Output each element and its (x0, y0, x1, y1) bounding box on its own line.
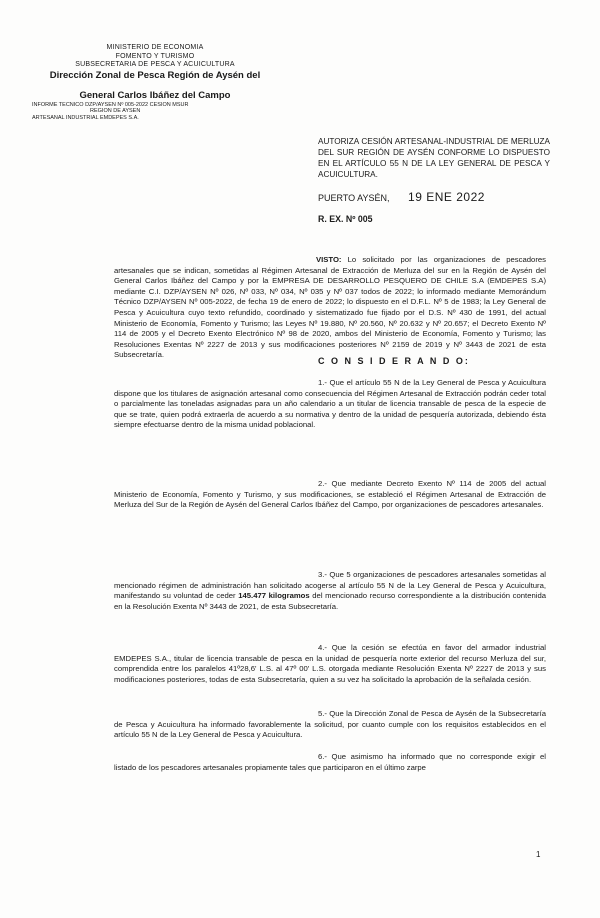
considerando-6 (114, 752, 546, 773)
considerando-5 (114, 709, 546, 741)
considerando-1 (114, 378, 546, 431)
resolution-subject: AUTORIZA CESIÓN ARTESANAL-INDUSTRIAL DE MERLUZA DEL SUR REGIÓN DE AYSÉN CONFORME LO DISPUESTO EN EL ARTÍCULO 55 N DE LA LEY GENERAL DE PESCA Y ACUICULTURA. (318, 137, 550, 179)
considerando-4-text: 4.- Que la cesión se efectúa en favor del armador industrial EMDEPES S.A., titular de licencia transable de pesca en la unidad de pesquería norte exterior del recurso Merluza del sur, comprendida entre los paralelos 41º28,6' L.S. al 47º 00' L.S. otorgada mediante Resolución Exenta Nº 2227 de 2013 y sus modificaciones posteriores, todas de esta Subsecretaría, quien a su vez ha solicitado la aprobación de la señalada cesión. (114, 643, 546, 684)
subsecretaria-line: SUBSECRETARIA DE PESCA Y ACUICULTURA (75, 61, 235, 68)
considerando-4 (114, 643, 546, 685)
considerando-5-text: 5.- Que la Dirección Zonal de Pesca de Aysén de la Subsecretaría de Pesca y Acuicultura ha informado favorablemente la solicitud, por cuanto cumple con los requisitos establecidos en el artículo 55 N de la Ley General de Pesca y Acuicultura. (114, 709, 546, 740)
resolution-number: R. EX. Nº 005 (318, 214, 373, 224)
page-number: 1 (536, 850, 541, 859)
date-stamp: 19 ENE 2022 (408, 190, 485, 204)
considerando-2-text: 2.- Que mediante Decreto Exento Nº 114 de 2005 del actual Ministerio de Economía, Fomento y Turismo, y sus modificaciones, se estableció el Régimen Artesanal de Extracción de Merluza del Sur de la Región de Aysén del General Carlos Ibáñez del Campo, por organizaciones de pescadores artesanales. (114, 479, 546, 510)
reference-line-2: REGION DE AYSEN (90, 108, 141, 114)
considerando-heading: C O N S I D E R A N D O: (318, 356, 470, 366)
considerando-1-text: 1.- Que el artículo 55 N de la Ley General de Pesca y Acuicultura dispone que los titulares de asignación artesanal como consecuencia del Régimen Artesanal de Extracción podrán ceder total o parcialmente las toneladas asignadas para un año calendario a un titular de licencia transable de pesca de la especie de que se trate, quien podrá extraerla de acuerdo a su normativa y dentro de la unidad de pesquería autorizada, debiendo ésta siempre efectuarse dentro de la misma unidad poblacional. (114, 378, 546, 430)
direccion-line-2: General Carlos Ibáñez del Campo (79, 89, 231, 101)
considerando-3-amount: 145.477 kilogramos (238, 591, 310, 601)
ministry-line: MINISTERIO DE ECONOMIA (106, 44, 204, 51)
considerando-2 (114, 479, 546, 511)
reference-line-1: INFORME TECNICO DZP/AYSEN Nº 005-2022 CESION MSUR (32, 101, 189, 108)
visto-paragraph (114, 255, 546, 361)
visto-label: VISTO: (316, 255, 342, 264)
considerando-3 (114, 570, 546, 612)
considerando-6-text: 6.- Que asimismo ha informado que no corresponde exigir el listado de los pescadores artesanales propiamente tales que participaron en el último zarpe (114, 752, 546, 772)
visto-text: Lo solicitado por las organizaciones de pescadores artesanales que se indican, sometidas al Régimen Artesanal de Extracción de Merluza del sur en la Región de Aysén del General Carlos Ibáñez del Campo y por la EMPRESA DE DESARROLLO PESQUERO DE CHILE S.A (EMDEPES S.A) mediante C.I. DZP/AYSEN Nº 026, Nº 033, Nº 034, Nº 035 y Nº 037 todos de 2022; lo informado mediante Memorándum Técnico DZP/AYSEN Nº 005-2022, de fecha 19 de enero de 2022; lo dispuesto en el D.F.L. Nº 5 de 1983; la Ley General de Pesca y Acuicultura cuyo texto refundido, coordinado y sistematizado fue fijado por el D.S. Nº 430 de 1991, del actual Ministerio de Economía, Fomento y Turismo; las Leyes Nº 19.880, Nº 20.560, Nº 20.632 y Nº 20.657; el Decreto Exento Nº 114 de 2005 y el Decreto Exento Electrónico Nº 98 de 2020, ambos del Ministerio de Economía, Fomento y Turismo; las Resoluciones Exentas Nº 2227 de 2013 y sus modificaciones posteriores Nº 2159 de 2019 y Nº 3443 de 2021 de esta Subsecretaría. (114, 255, 546, 360)
direccion-line: Dirección Zonal de Pesca Región de Aysén del (49, 69, 261, 81)
considerando-3-text-a: 3.- Que 5 organizaciones de pescadores artesanales sometidas al mencionado régimen de administración han solicitado acogerse al artículo 55 N de la Ley General de Pesca y Acuicultura, manifestando su voluntad de ceder (114, 570, 546, 601)
letterhead (30, 44, 280, 121)
reference-line-3: ARTESANAL INDUSTRIAL EMDEPES S.A. (32, 114, 139, 121)
place: PUERTO AYSÉN, (318, 193, 390, 203)
ministry-line-2: FOMENTO Y TURISMO (115, 52, 195, 60)
place-date (318, 190, 485, 204)
considerando-3-text-c: del mencionado recurso correspondiente a la distribución contenida en la Resolución Exenta Nº 3443 de 2021, de esta Subsecretaría. (114, 591, 547, 611)
